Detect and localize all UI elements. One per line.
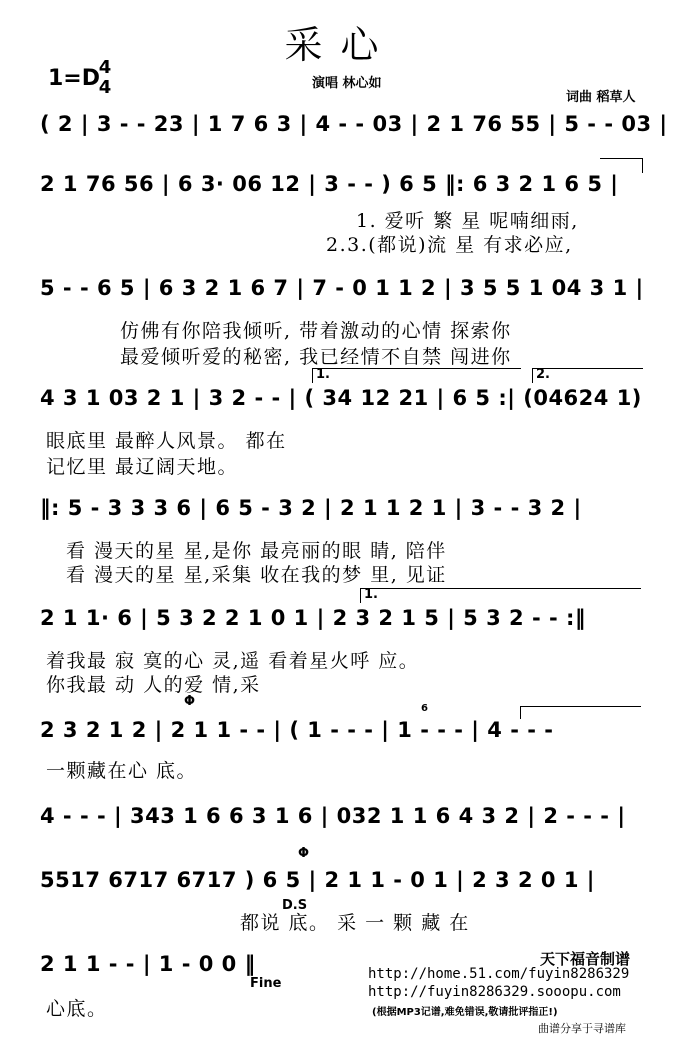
url-line-2: http://fuyin8286329.sooopu.com: [368, 984, 621, 1000]
volta-bracket-1: [312, 368, 521, 383]
notation-row-10: 2 1 1 - - | 1 - 0 0 ‖: [40, 952, 256, 976]
ds-marker: D.S: [282, 898, 308, 913]
volta-bracket-1: [360, 588, 641, 603]
notation-row-2: 2 1 76 56 | 6 3· 06 12 | 3 - - ) 6 5 ‖: 6 3 2 1 6 5 |: [40, 172, 619, 196]
volta-1-label: 1.: [316, 367, 330, 382]
notation-row-7: 2 3 2 1 2 | 2 1 1 - - | ( 1 - - - | 1 - - - | 4 - - -: [40, 718, 554, 742]
lyric-line-1: 心底。: [46, 998, 108, 1020]
singer-credit: 演唱 林心如: [312, 76, 382, 91]
fine-marker: Fine: [250, 976, 282, 991]
key-signature: 1=D: [48, 66, 101, 91]
writer-credit: 词曲 稻草人: [566, 90, 636, 105]
lyric-line-2: 看 漫天的星 星,采集 收在我的梦 里, 见证: [66, 564, 447, 586]
producer-credit: 天下福音制谱: [540, 950, 631, 968]
segno-sign: Φ: [184, 694, 196, 709]
lyric-line-1: 都说 底。 采 一 颗 藏 在: [240, 912, 470, 934]
lyric-line-1: 一颗藏在心 底。: [46, 760, 198, 782]
grace-note: 6: [421, 703, 428, 714]
lyric-line-1: 仿佛有你陪我倾听, 带着激动的心情 探索你: [120, 320, 512, 342]
disclaimer-note: (根据MP3记谱,难免错误,敬请批评指正!): [372, 1007, 558, 1018]
lyric-line-1: 眼底里 最醉人风景。 都在: [46, 430, 287, 452]
lyric-line-1: 看 漫天的星 星,是你 最亮丽的眼 睛, 陪伴: [66, 540, 447, 562]
time-bottom: 4: [98, 77, 112, 98]
tie-bracket: [600, 158, 643, 173]
lyric-line-2: 最爱倾听爱的秘密, 我已经情不自禁 闯进你: [120, 346, 512, 368]
notation-row-5: ‖: 5 - 3 3 3 6 | 6 5 - 3 2 | 2 1 1 2 1 | 3 - - 3 2 |: [40, 496, 582, 520]
time-signature: [97, 58, 113, 98]
volta-2-label: 2.: [536, 367, 550, 382]
lyric-line-1: 着我最 寂 寞的心 灵,遥 看着星火呼 应。: [46, 650, 420, 672]
notation-row-3: 5 - - 6 5 | 6 3 2 1 6 7 | 7 - 0 1 1 2 | 3 5 5 1 04 3 1 |: [40, 276, 644, 300]
volta-1-label: 1.: [364, 587, 378, 602]
lyric-line-2: 2.3.(都说)流 星 有求必应,: [326, 234, 573, 256]
song-title: 采心: [284, 23, 397, 67]
lyric-line-2: 记忆里 最辽阔天地。: [46, 456, 239, 478]
segno-sign: Φ: [298, 846, 310, 861]
lyric-line-2: 你我最 动 人的爱 情,采: [46, 674, 261, 696]
lyric-line-1: 1. 爱听 繁 星 呢喃细雨,: [356, 210, 579, 232]
url-line-1: http://home.51.com/fuyin8286329: [368, 966, 630, 982]
watermark: 曲谱分享于寻谱库: [538, 1022, 626, 1035]
notation-row-6: 2 1 1· 6 | 5 3 2 2 1 0 1 | 2 3 2 1 5 | 5 3 2 - - :‖: [40, 606, 586, 630]
notation-row-1: ( 2 | 3 - - 23 | 1 7 6 3 | 4 - - 03 | 2 1 76 55 | 5 - - 03 |: [40, 112, 668, 136]
time-top: 4: [98, 57, 112, 78]
notation-row-8: 4 - - - | 343 1 6 6 3 1 6 | 032 1 1 6 4 3 2 | 2 - - - |: [40, 804, 626, 828]
notation-row-4: 4 3 1 03 2 1 | 3 2 - - | ( 34 12 21 | 6 5 :| (04624 1): [40, 386, 642, 410]
notation-row-9: 5517 6717 6717 ) 6 5 | 2 1 1 - 0 1 | 2 3 2 0 1 |: [40, 868, 595, 892]
